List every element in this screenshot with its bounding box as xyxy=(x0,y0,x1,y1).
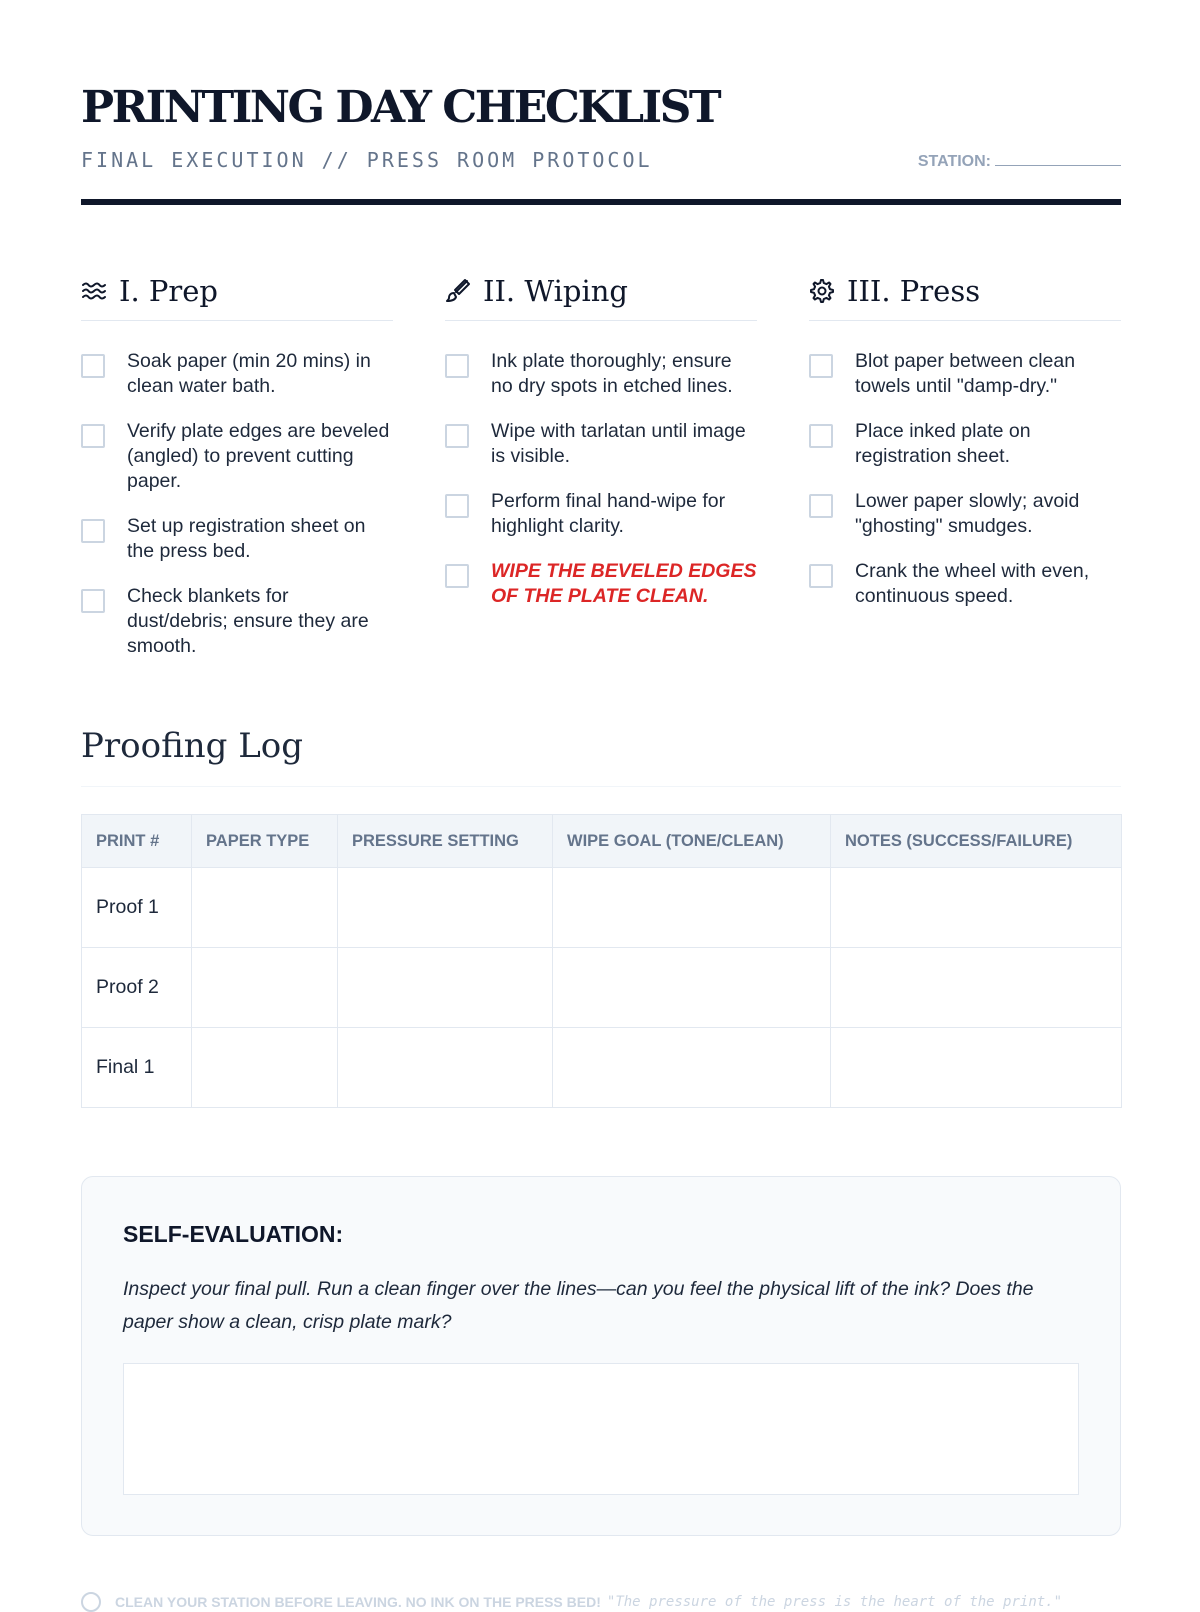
item-text: Lower paper slowly; avoid "ghosting" smudges. xyxy=(855,490,1080,537)
checklist-item xyxy=(809,489,1121,539)
checkbox[interactable] xyxy=(81,519,105,543)
checklist-item xyxy=(809,419,1121,469)
section-title: II. Wiping xyxy=(483,274,628,308)
checklist-item xyxy=(445,419,757,469)
self-evaluation-panel xyxy=(81,1176,1121,1536)
column-header-paper-type: PAPER TYPE xyxy=(192,815,338,868)
checkbox[interactable] xyxy=(445,494,469,518)
checklist xyxy=(81,349,393,659)
table-cell[interactable] xyxy=(831,868,1122,948)
table-cell[interactable] xyxy=(338,948,553,1028)
item-text: Ink plate thoroughly; ensure no dry spots in etched lines. xyxy=(491,350,733,397)
checkbox[interactable] xyxy=(809,424,833,448)
water-waves-icon xyxy=(81,277,109,305)
item-text: Perform final hand-wipe for highlight clarity. xyxy=(491,490,726,537)
section-header xyxy=(809,262,1121,321)
table-cell[interactable] xyxy=(192,868,338,948)
table-row xyxy=(82,868,1122,948)
gear-icon xyxy=(809,277,837,305)
checkbox[interactable] xyxy=(809,564,833,588)
table-cell[interactable] xyxy=(831,948,1122,1028)
checklist-item xyxy=(81,584,393,659)
checklist-page xyxy=(81,0,1121,1610)
checklist-item xyxy=(81,419,393,494)
checkbox[interactable] xyxy=(445,424,469,448)
column-header-pressure-setting: PRESSURE SETTING xyxy=(338,815,553,868)
section-press xyxy=(809,262,1121,629)
column-header-wipe-goal: WIPE GOAL (TONE/CLEAN) xyxy=(553,815,831,868)
item-text: Blot paper between clean towels until "damp-dry." xyxy=(855,350,1076,397)
log-divider xyxy=(81,786,1121,787)
self-evaluation-heading: SELF-EVALUATION: xyxy=(123,1221,344,1247)
table-cell[interactable] xyxy=(553,868,831,948)
table-cell[interactable] xyxy=(338,868,553,948)
item-text: Wipe with tarlatan until image is visible. xyxy=(491,420,746,467)
checklist-item xyxy=(809,559,1121,609)
header xyxy=(81,0,1121,210)
column-header-notes: NOTES (SUCCESS/FAILURE) xyxy=(831,815,1122,868)
item-text: Check blankets for dust/debris; ensure they are smooth. xyxy=(127,585,369,657)
checklist-item xyxy=(809,349,1121,399)
table-header-row xyxy=(82,815,1122,868)
section-prep xyxy=(81,262,393,679)
table-row xyxy=(82,1028,1122,1108)
item-text: Crank the wheel with even, continuous speed. xyxy=(855,560,1090,607)
checkbox[interactable] xyxy=(809,354,833,378)
table-cell[interactable] xyxy=(553,1028,831,1108)
checklist-item xyxy=(445,349,757,399)
footer-quote: "The pressure of the press is the heart of the print." xyxy=(606,1594,1063,1610)
station-label: STATION: xyxy=(917,153,991,170)
checklist xyxy=(809,349,1121,609)
section-header xyxy=(445,262,757,321)
item-text: Place inked plate on registration sheet. xyxy=(855,420,1031,467)
table-cell[interactable] xyxy=(192,948,338,1028)
table-row xyxy=(82,948,1122,1028)
checklist-item xyxy=(445,489,757,539)
section-title: III. Press xyxy=(847,274,981,308)
self-evaluation-prompt: Inspect your final pull. Run a clean finger over the lines—can you feel the physical lift of the ink? Does the paper show a clean, crisp plate mark? xyxy=(123,1278,1034,1333)
footer xyxy=(81,1584,1121,1610)
proofing-log-title: Proofing Log xyxy=(81,726,304,766)
section-header xyxy=(81,262,393,321)
checkbox[interactable] xyxy=(81,424,105,448)
item-text: Soak paper (min 20 mins) in clean water bath. xyxy=(127,350,371,397)
table-cell[interactable] xyxy=(338,1028,553,1108)
footer-text: CLEAN YOUR STATION BEFORE LEAVING. NO INK ON THE PRESS BED! xyxy=(115,1594,601,1610)
table-cell[interactable] xyxy=(553,948,831,1028)
page-subtitle: FINAL EXECUTION // PRESS ROOM PROTOCOL xyxy=(81,148,653,172)
checkbox[interactable] xyxy=(445,354,469,378)
checkbox[interactable] xyxy=(81,589,105,613)
info-icon xyxy=(81,1592,101,1612)
station-blank-line[interactable] xyxy=(995,150,1121,166)
row-label: Proof 2 xyxy=(82,948,192,1028)
row-label: Final 1 xyxy=(82,1028,192,1108)
page-title: PRINTING DAY CHECKLIST xyxy=(81,82,720,133)
checklist-item xyxy=(81,349,393,399)
station-field xyxy=(918,150,1121,171)
checklist-columns xyxy=(81,262,1121,662)
row-label: Proof 1 xyxy=(82,868,192,948)
checkbox[interactable] xyxy=(809,494,833,518)
item-text: Verify plate edges are beveled (angled) to prevent cutting paper. xyxy=(127,420,390,492)
checklist-item xyxy=(81,514,393,564)
header-rule xyxy=(81,199,1121,205)
column-header-print-number: PRINT # xyxy=(82,815,192,868)
section-title: I. Prep xyxy=(119,274,218,308)
checkbox[interactable] xyxy=(81,354,105,378)
table-cell[interactable] xyxy=(192,1028,338,1108)
checklist-item xyxy=(445,559,757,609)
section-wiping xyxy=(445,262,757,629)
table-cell[interactable] xyxy=(831,1028,1122,1108)
critical-item-text: WIPE THE BEVELED EDGES OF THE PLATE CLEAN. xyxy=(491,560,757,607)
checkbox[interactable] xyxy=(445,564,469,588)
checklist xyxy=(445,349,757,609)
brush-icon xyxy=(445,277,473,305)
proofing-log-table xyxy=(81,814,1122,1108)
item-text: Set up registration sheet on the press bed. xyxy=(127,515,366,562)
self-evaluation-input[interactable] xyxy=(123,1363,1079,1495)
